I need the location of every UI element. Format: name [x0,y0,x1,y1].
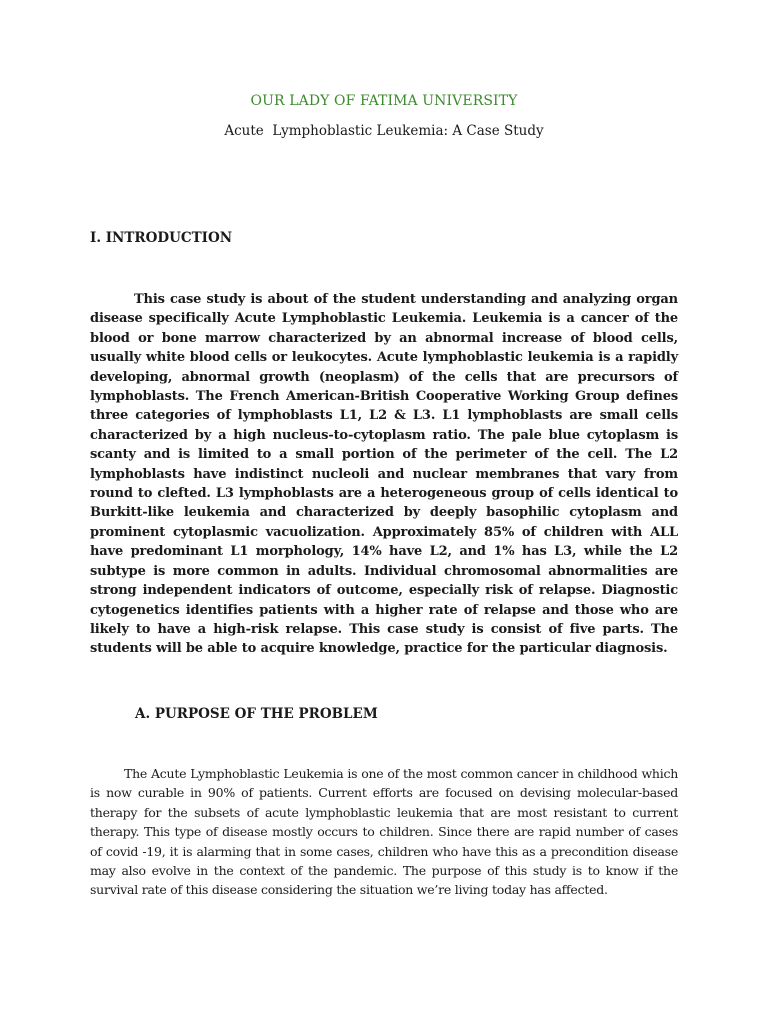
introduction-paragraph: This case study is about of the student understanding and analyzing organ disease specifically Acute Lymphoblastic Leukemia. Leukemia is a cancer of the blood or bone marrow characterized by an abnormal increase of blood cells, usually white blood cells or leukocytes. Acute lymphoblastic leukemia is a rapidly developing, abnormal growth (neoplasm) of the cells that are precursors of lymphoblasts. The French American-British Cooperative Working Group defines three categories of lymphoblasts L1, L2 & L3. L1 lymphoblasts are small cells characterized by a high nucleus-to-cytoplasm ratio. The pale blue cytoplasm is scanty and is limited to a small portion of the perimeter of the cell. The L2 lymphoblasts have indistinct nucleoli and nuclear membranes that vary from round to clefted. L3 lymphoblasts are a heterogeneous group of cells identical to Burkitt-like leukemia and characterized by deeply basophilic cytoplasm and prominent cytoplasmic vacuolization. Approximately 85% of children with ALL have predominant L1 morphology, 14% have L2, and 1% has L3, while the L2 subtype is more common in adults. Individual chromosomal abnormalities are strong independent indicators of outcome, especially risk of relapse. Diagnostic cytogenetics identifies patients with a higher rate of relapse and those who are likely to have a high-risk relapse. This case study is consist of five parts. The students will be able to acquire knowledge, practice for the particular diagnosis. [90,292,678,657]
university-name: OUR LADY OF FATIMA UNIVERSITY [250,93,518,109]
purpose-paragraph: The Acute Lymphoblastic Leukemia is one of the most common cancer in childhood which is now curable in 90% of patients. Current efforts are focused on devising molecular-based therapy for the subsets of acute lymphoblastic leukemia that are most resistant to current therapy. This type of disease mostly occurs to children. Since there are rapid number of cases of covid -19, it is alarming that in some cases, children who have this as a precondition disease may also evolve in the context of the pandemic. The purpose of this study is to know if the survival rate of this disease considering the situation we’re living today has affected. [90,766,678,898]
introduction-heading: I. INTRODUCTION [90,230,233,246]
document-title: Acute Lymphoblastic Leukemia: A Case Study [224,123,544,139]
purpose-heading: A. PURPOSE OF THE PROBLEM [135,706,378,722]
